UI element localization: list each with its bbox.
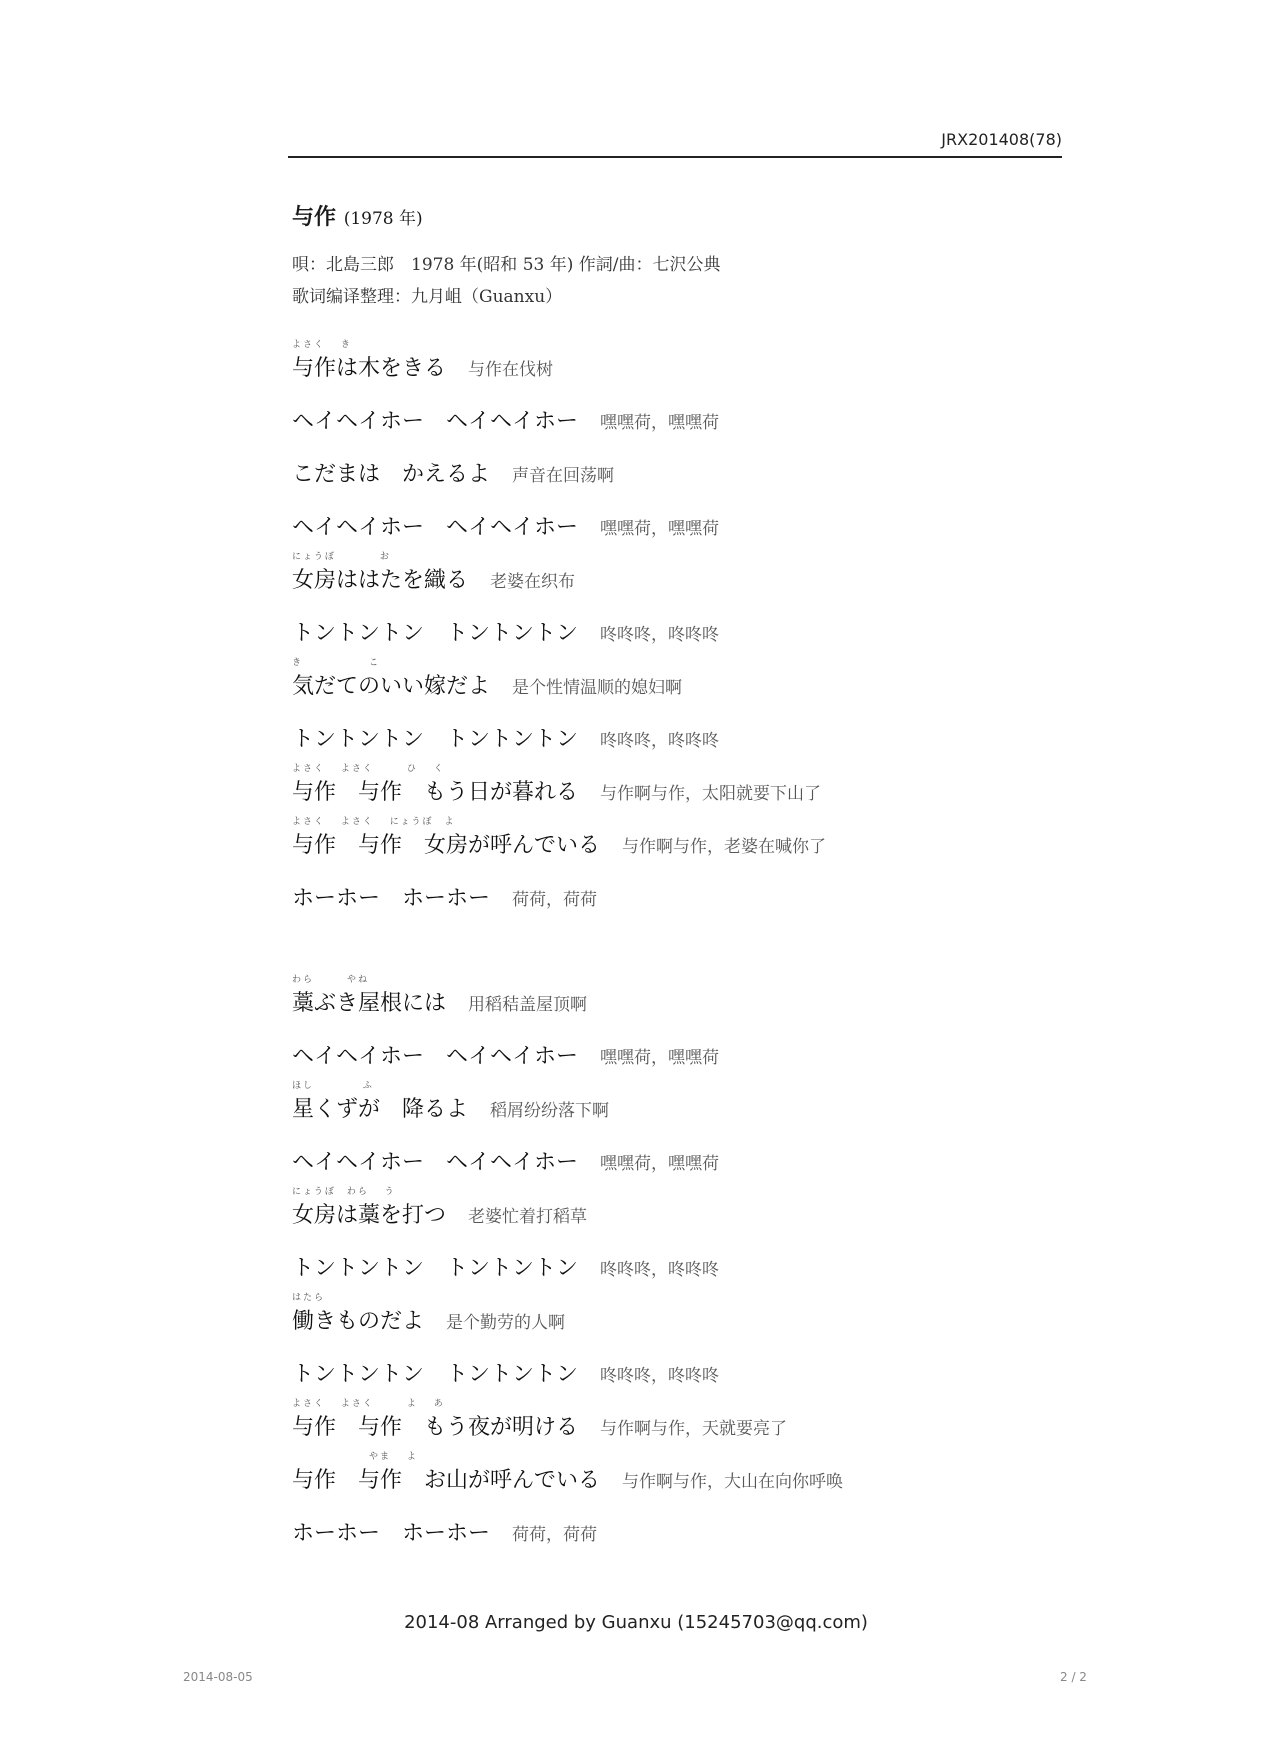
furigana: わら やね xyxy=(292,975,370,985)
chinese-translation: 与作在伐树 xyxy=(468,360,554,380)
japanese-lyric: 与作 与作 もう日が暮れる xyxy=(292,780,579,805)
lyric-line xyxy=(292,1361,719,1390)
furigana: よさく よさく にょうぼ よ xyxy=(292,817,456,827)
lyric-line xyxy=(292,885,597,914)
chinese-translation: 与作啊与作，天就要亮了 xyxy=(600,1419,788,1439)
lyric-line xyxy=(292,764,822,808)
chinese-translation: 与作啊与作，大山在向你呼唤 xyxy=(622,1472,844,1492)
chinese-translation: 声音在回荡啊 xyxy=(512,466,615,486)
japanese-lyric: 与作は木をきる xyxy=(292,356,447,381)
song-credits: 唄：北島三郎 1978 年(昭和 53 年) 作詞/曲：七沢公典 xyxy=(292,255,721,275)
print-date: 2014-08-05 xyxy=(183,1670,253,1684)
japanese-lyric: ヘイヘイホー ヘイヘイホー xyxy=(292,1150,579,1175)
lyric-line xyxy=(292,1293,566,1337)
japanese-lyric: 与作 与作 お山が呼んでいる xyxy=(292,1468,601,1493)
japanese-lyric: ヘイヘイホー ヘイヘイホー xyxy=(292,1044,579,1069)
song-title: 与作 xyxy=(292,205,337,230)
chinese-translation: 是个勤劳的人啊 xyxy=(446,1313,566,1333)
japanese-lyric: こだまは かえるよ xyxy=(292,462,491,487)
chinese-translation: 用稻秸盖屋顶啊 xyxy=(468,995,588,1015)
header-divider xyxy=(288,156,1062,158)
chinese-translation: 与作啊与作，太阳就要下山了 xyxy=(600,784,822,804)
chinese-translation: 老婆忙着打稻草 xyxy=(468,1207,588,1227)
japanese-lyric: 気だてのいい嫁だよ xyxy=(292,674,491,699)
lyric-line xyxy=(292,514,719,543)
japanese-lyric: ホーホー ホーホー xyxy=(292,1521,491,1546)
lyric-line xyxy=(292,1520,597,1549)
lyric-line xyxy=(292,1399,788,1443)
lyric-line xyxy=(292,1452,844,1496)
chinese-translation: 与作啊与作，老婆在喊你了 xyxy=(622,837,827,857)
japanese-lyric: 女房は藁を打つ xyxy=(292,1203,447,1228)
lyric-line xyxy=(292,461,614,490)
japanese-lyric: 女房ははたを織る xyxy=(292,568,469,593)
lyric-line xyxy=(292,1149,719,1178)
lyric-line xyxy=(292,726,719,755)
japanese-lyric: 藁ぶき屋根には xyxy=(292,991,447,1016)
lyric-line xyxy=(292,1043,719,1072)
japanese-lyric: ホーホー ホーホー xyxy=(292,886,491,911)
chinese-translation: 嘿嘿荷，嘿嘿荷 xyxy=(600,413,720,433)
japanese-lyric: トントントン トントントン xyxy=(292,1256,579,1281)
translation-credits: 歌词编译整理：九月岨（Guanxu） xyxy=(292,287,563,307)
japanese-lyric: 与作 与作 もう夜が明ける xyxy=(292,1415,579,1440)
chinese-translation: 老婆在织布 xyxy=(490,572,576,592)
japanese-lyric: トントントン トントントン xyxy=(292,727,579,752)
furigana: よさく き xyxy=(292,340,352,350)
lyric-line xyxy=(292,552,576,596)
japanese-lyric: 与作 与作 女房が呼んでいる xyxy=(292,833,601,858)
chinese-translation: 咚咚咚，咚咚咚 xyxy=(600,1260,720,1280)
chinese-translation: 荷荷，荷荷 xyxy=(512,890,598,910)
arranger-credit: 2014-08 Arranged by Guanxu (15245703@qq.com) xyxy=(404,1612,868,1633)
song-year: (1978 年) xyxy=(343,209,423,229)
document-code: JRX201408(78) xyxy=(941,130,1062,149)
japanese-lyric: 働きものだよ xyxy=(292,1309,425,1334)
chinese-translation: 咚咚咚，咚咚咚 xyxy=(600,1366,720,1386)
chinese-translation: 稻屑纷纷落下啊 xyxy=(490,1101,610,1121)
chinese-translation: 咚咚咚，咚咚咚 xyxy=(600,731,720,751)
lyric-line xyxy=(292,408,719,437)
furigana: よさく よさく よ あ xyxy=(292,1399,445,1409)
lyric-line xyxy=(292,620,719,649)
chinese-translation: 是个性情温顺的媳妇啊 xyxy=(512,678,683,698)
japanese-lyric: トントントン トントントン xyxy=(292,621,579,646)
lyric-line xyxy=(292,1187,588,1231)
japanese-lyric: トントントン トントントン xyxy=(292,1362,579,1387)
furigana: よさく よさく ひ く xyxy=(292,764,445,774)
furigana: ほし ふ xyxy=(292,1081,374,1091)
furigana: はたら xyxy=(292,1293,326,1303)
japanese-lyric: ヘイヘイホー ヘイヘイホー xyxy=(292,409,579,434)
chinese-translation: 荷荷，荷荷 xyxy=(512,1525,598,1545)
chinese-translation: 嘿嘿荷，嘿嘿荷 xyxy=(600,1048,720,1068)
lyric-line xyxy=(292,1081,610,1125)
furigana: にょうぼ わら う xyxy=(292,1187,396,1197)
japanese-lyric: ヘイヘイホー ヘイヘイホー xyxy=(292,515,579,540)
lyric-line xyxy=(292,817,827,861)
lyric-line xyxy=(292,1255,719,1284)
lyric-line xyxy=(292,658,683,702)
song-title-line xyxy=(292,200,423,231)
furigana: やま よ xyxy=(292,1452,418,1462)
chinese-translation: 嘿嘿荷，嘿嘿荷 xyxy=(600,519,720,539)
chinese-translation: 嘿嘿荷，嘿嘿荷 xyxy=(600,1154,720,1174)
furigana: き こ xyxy=(292,658,381,668)
furigana: にょうぼ お xyxy=(292,552,391,562)
lyric-line xyxy=(292,340,554,384)
japanese-lyric: 星くずが 降るよ xyxy=(292,1097,469,1122)
chinese-translation: 咚咚咚，咚咚咚 xyxy=(600,625,720,645)
page-number: 2 / 2 xyxy=(1060,1670,1087,1684)
lyric-line xyxy=(292,975,588,1019)
